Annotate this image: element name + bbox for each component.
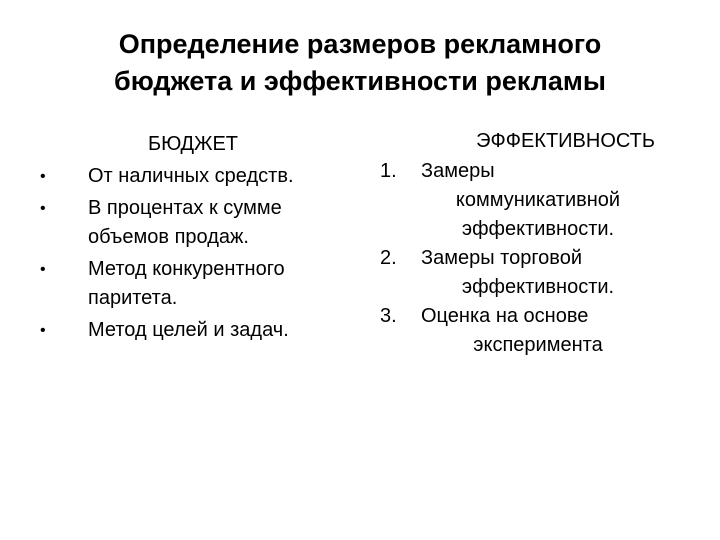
list-number: 3. xyxy=(380,305,397,327)
list-item xyxy=(40,194,360,252)
list-item-text: эффективности. xyxy=(461,218,615,240)
efficiency-heading: ЭФФЕКТИВНОСТЬ xyxy=(476,130,655,152)
budget-list xyxy=(40,162,360,345)
budget-heading: БЮДЖЕТ xyxy=(148,133,239,155)
efficiency-column xyxy=(375,127,655,360)
bullet-icon: • xyxy=(40,200,46,217)
list-item-text: Оценка на основе xyxy=(421,305,589,327)
list-item xyxy=(40,162,360,191)
list-item-text: Замеры торговой xyxy=(421,247,582,269)
list-item xyxy=(40,316,360,345)
efficiency-list xyxy=(375,157,655,360)
list-number: 2. xyxy=(380,247,397,269)
list-item xyxy=(40,255,360,313)
list-item-text: коммуникативной xyxy=(455,189,621,211)
list-item-text: В процентах к сумме xyxy=(88,197,282,219)
list-item-text: От наличных средств. xyxy=(88,165,294,187)
slide-title xyxy=(0,26,720,100)
bullet-icon: • xyxy=(40,261,46,278)
bullet-icon: • xyxy=(40,322,46,339)
list-item-text: паритета. xyxy=(88,287,178,309)
list-item-text: эксперимента xyxy=(473,334,603,356)
slide-title-line-2: бюджета и эффективности рекламы xyxy=(114,66,606,96)
list-item-text: Метод конкурентного xyxy=(88,258,285,280)
list-item xyxy=(375,302,655,360)
slide-title-line-1: Определение размеров рекламного xyxy=(118,29,602,59)
bullet-icon: • xyxy=(40,168,46,185)
list-item-text: Замеры xyxy=(421,160,495,182)
list-item-text: эффективности. xyxy=(461,276,615,298)
list-item-text: объемов продаж. xyxy=(88,226,249,248)
list-number: 1. xyxy=(380,160,397,182)
list-item-text: Метод целей и задач. xyxy=(88,319,289,341)
list-item xyxy=(375,244,655,302)
budget-column xyxy=(40,130,360,348)
list-item xyxy=(375,157,655,244)
